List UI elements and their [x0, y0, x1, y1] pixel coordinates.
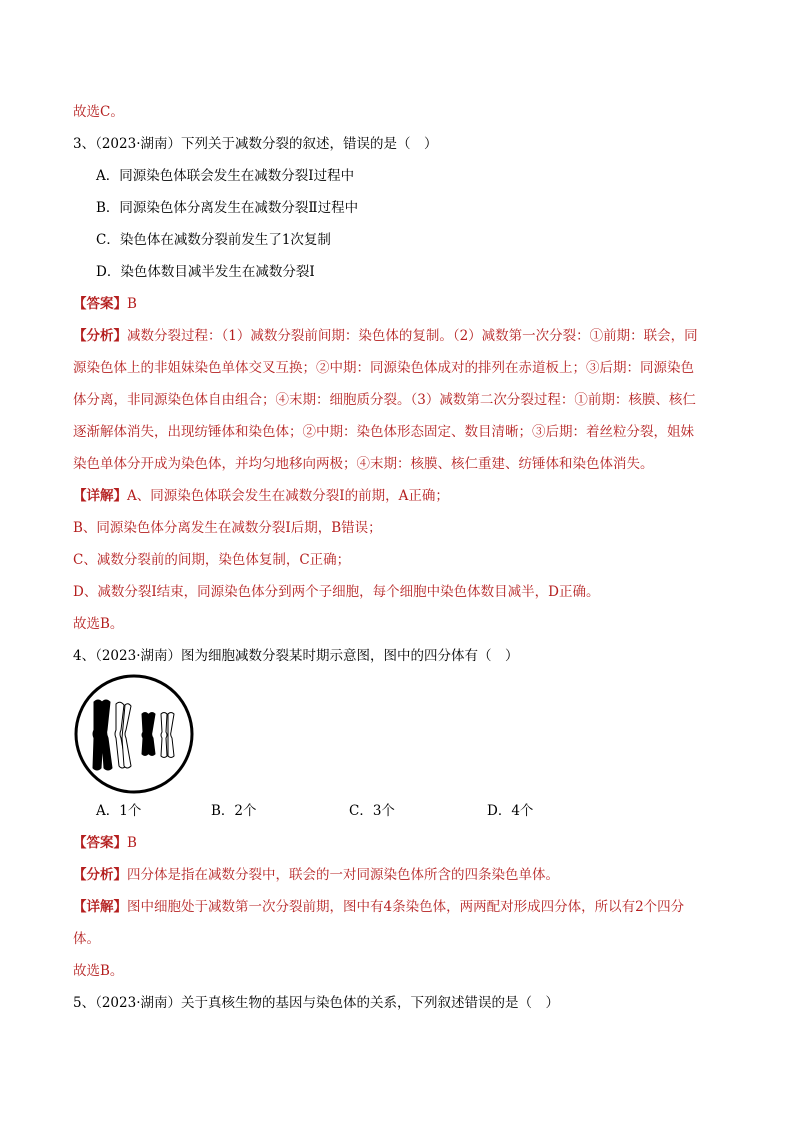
analysis-line-1: 减数分裂过程：（1）减数分裂前间期：染色体的复制。（2）减数第一次分裂：①前期：联会，同: [127, 328, 698, 344]
detail-tag: 【详解】: [73, 488, 127, 504]
analysis-tag: 【分析】: [73, 867, 127, 883]
analysis-line-2: 源染色体上的非姐妹染色单体交叉互换；②中期：同源染色体成对的排列在赤道板上；③后期：同源染色: [73, 360, 694, 376]
question-4-option-b: B．2个: [211, 803, 257, 819]
question-4-analysis: [73, 865, 559, 885]
detail-tag: 【详解】: [73, 899, 127, 915]
question-4-answer: [73, 833, 137, 853]
question-4-option-a: A．1个: [96, 803, 142, 819]
analysis-line-4: 逐渐解体消失，出现纺锤体和染色体；②中期：染色体形态固定、数目清晰；③后期：着丝粒分裂，姐妹: [73, 424, 694, 440]
question-3-stem: 3、（2023·湖南）下列关于减数分裂的叙述，错误的是（ ）: [73, 136, 438, 152]
detail-line-2: B、同源染色体分离发生在减数分裂Ⅰ后期，B错误；: [73, 520, 382, 536]
answer-value: B: [127, 835, 137, 851]
question-4-option-c: C．3个: [349, 803, 395, 819]
answer-value: B: [127, 296, 137, 312]
question-3-option-c: C．染色体在减数分裂前发生了1次复制: [96, 232, 331, 248]
question-3-option-a: A．同源染色体联会发生在减数分裂Ⅰ过程中: [96, 168, 355, 184]
detail-line-1: 图中细胞处于减数第一次分裂前期，图中有4条染色体，两两配对形成四分体，所以有2个四分: [127, 899, 685, 915]
question-3-option-b: B．同源染色体分离发生在减数分裂Ⅱ过程中: [96, 200, 359, 216]
analysis-tag: 【分析】: [73, 328, 127, 344]
question-4-option-d: D．4个: [487, 803, 534, 819]
question-4-detail: [73, 897, 684, 917]
question-4-stem: 4、（2023·湖南）图为细胞减数分裂某时期示意图，图中的四分体有（ ）: [73, 648, 519, 664]
question-3-answer: [73, 294, 137, 314]
question-3-option-d: D．染色体数目减半发生在减数分裂Ⅰ: [96, 264, 315, 280]
question-3-detail: [73, 486, 449, 506]
detail-line-4: D、减数分裂Ⅰ结束，同源染色体分到两个子细胞，每个细胞中染色体数目减半，D正确。: [73, 584, 600, 600]
question-5-stem: 5、（2023·湖南）关于真核生物的基因与染色体的关系，下列叙述错误的是（ ）: [73, 995, 559, 1011]
question-3-analysis: [73, 326, 698, 346]
answer-tag: 【答案】: [73, 296, 127, 312]
analysis-line-5: 染色单体分开成为染色体，并均匀地移向两极；④末期：核膜、核仁重建、纺锤体和染色体消失。: [73, 456, 654, 472]
detail-line-1: A、同源染色体联会发生在减数分裂Ⅰ的前期，A正确；: [127, 488, 449, 504]
answer-tag: 【答案】: [73, 835, 127, 851]
question-4-conclusion: 故选B。: [73, 963, 124, 979]
meiosis-cell-diagram: [72, 672, 196, 796]
prev-conclusion: 故选C。: [73, 104, 124, 120]
analysis-text: 四分体是指在减数分裂中，联会的一对同源染色体所含的四条染色单体。: [127, 867, 559, 883]
analysis-line-3: 体分离，非同源染色体自由组合；④末期：细胞质分裂。（3）减数第二次分裂过程：①前期：核膜、核仁: [73, 392, 696, 408]
detail-line-3: C、减数分裂前的间期，染色体复制，C正确；: [73, 552, 351, 568]
question-3-conclusion: 故选B。: [73, 616, 124, 632]
detail-line-2: 体。: [73, 931, 100, 947]
